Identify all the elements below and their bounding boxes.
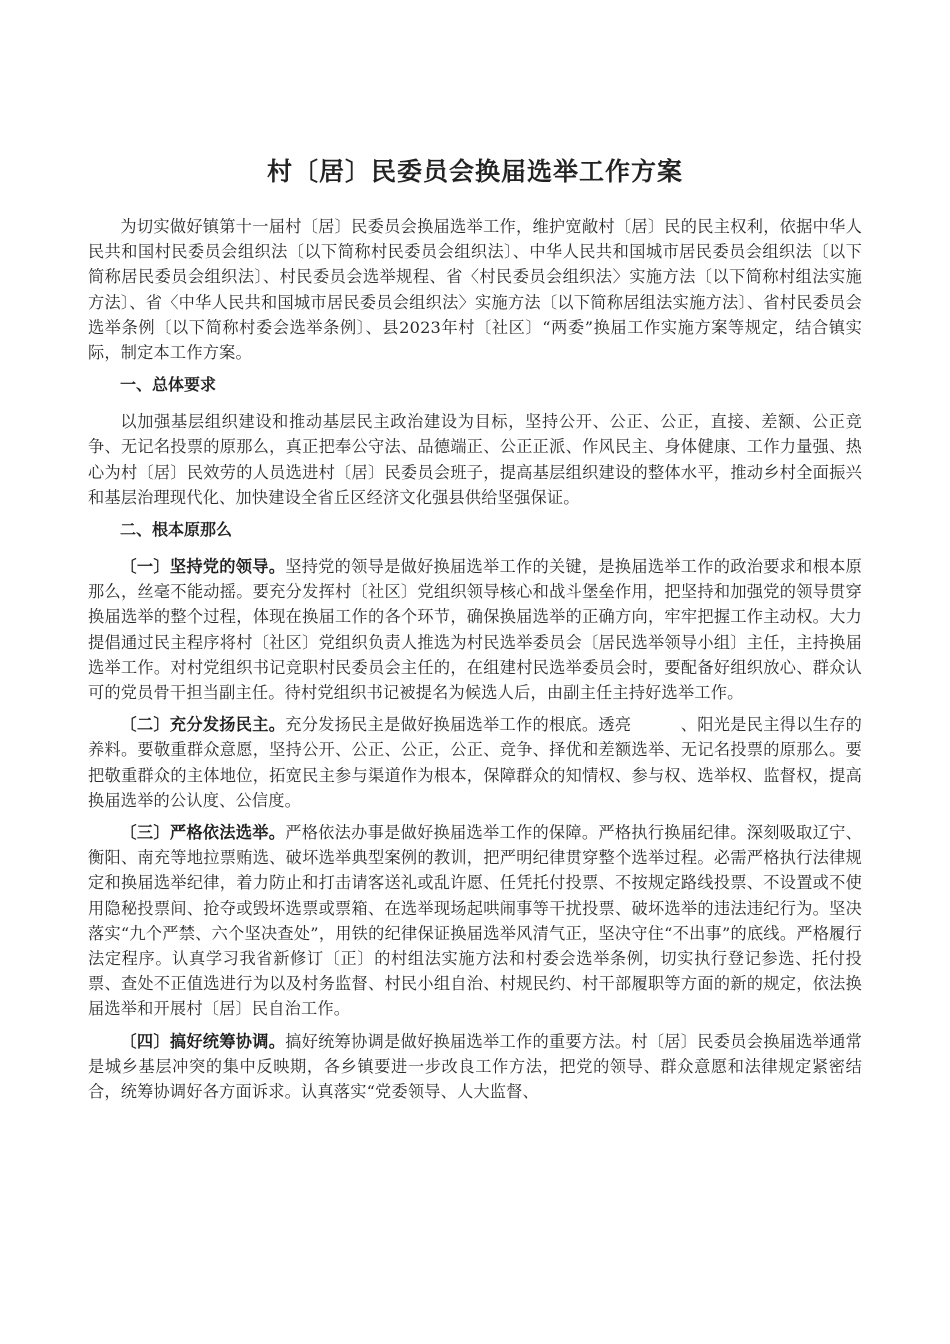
principle-paragraph [88, 1029, 862, 1105]
intro-paragraph: 为切实做好镇第十一届村〔居〕民委员会换届选举工作，维护宽敞村〔居〕民的民主权利，依据中华人民共和国村民委员会组织法〔以下简称村民委员会组织法〕、中华人民共和国城市居民委员会组织法〔以下简称居民委员会组织法〕、村民委员会选举规程、省〈村民委员会组织法〉实施方法〔以下简称村组法实施方法〕、省〈中华人民共和国城市居民委员会组织法〉实施方法〔以下简称居组法实施方法〕、省村民委员会选举条例〔以下简称村委会选举条例〕、县2023年村〔社区〕“两委”换届工作实施方案等规定，结合镇实际，制定本工作方案。 [88, 217, 862, 363]
document-page [88, 150, 862, 1111]
principle-paragraph [88, 712, 862, 813]
principle-text: 坚持党的领导是做好换届选举工作的关键，是换届选举工作的政治要求和根本原那么，丝毫不能动摇。要充分发挥村〔社区〕党组织领导核心和战斗堡垒作用，把坚持和加强党的领导贯穿换届选举的整个过程，体现在换届工作的各个环节，确保换届选举的正确方向，牢牢把握工作主动权。大力提倡通过民主程序将村〔社区〕党组织负责人推选为村民选举委员会〔居民选举领导小组〕主任，主持换届选举工作。对村党组织书记竞职村民委员会主任的，在组建村民选举委员会时，要配备好组织放心、群众认可的党员骨干担当副主任。待村党组织书记被提名为候选人后，由副主任主持好选举工作。 [88, 557, 863, 703]
principle-paragraph [88, 554, 862, 705]
principle-lead: 〔一〕坚持党的领导。 [120, 557, 286, 577]
document-title: 村〔居〕民委员会换届选举工作方案 [266, 157, 683, 186]
section-heading-general-requirements: 一、总体要求 [120, 375, 217, 395]
principle-lead: 〔二〕充分发扬民主。 [120, 715, 286, 735]
general-requirements-paragraph: 以加强基层组织建设和推动基层民主政治建设为目标，坚持公开、公正、公正，直接、差额、公正竞争、无记名投票的原那么，真正把奉公守法、品德端正、公正正派、作风民主、身体健康、工作力量强、热心为村〔居〕民效劳的人员选进村〔居〕民委员会班子，提高基层组织建设的整体水平，推动乡村全面振兴和基层治理现代化、加快建设全省丘区经济文化强县供给坚强保证。 [88, 412, 862, 507]
principle-paragraph [88, 820, 862, 1022]
principle-text: 搞好统筹协调是做好换届选举工作的重要方法。村〔居〕民委员会换届选举通常是城乡基层冲突的集中反映期，各乡镇要进一步改良工作方法，把党的领导、群众意愿和法律规定紧密结合，统筹协调好各方面诉求。认真落实“党委领导、人大监督、 [88, 1031, 863, 1102]
principle-text: 充分发扬民主是做好换届选举工作的根底。透亮 、阳光是民主得以生存的养料。要敬重群众意愿，坚持公开、公正、公正，公正、竞争、择优和差额选举、无记名投票的原那么。要把敬重群众的主体地位，拓宽民主参与渠道作为根本，保障群众的知情权、参与权、选举权、监督权，提高换届选举的公认度、公信度。 [88, 715, 863, 810]
principle-text: 严格依法办事是做好换届选举工作的保障。严格执行换届纪律。深刻吸取辽宁、衡阳、南充等地拉票贿选、破坏选举典型案例的教训，把严明纪律贯穿整个选举过程。必需严格执行法律规定和换届选举纪律，着力防止和打击请客送礼或乱许愿、任凭托付投票、不按规定路线投票、不设置或不使用隐秘投票间、抢夺或毁坏选票或票箱、在选举现场起哄闹事等干扰投票、破坏选举的违法违纪行为。坚决落实“九个严禁、六个坚决查处”，用铁的纪律保证换届选举风清气正，坚决守住“不出事”的底线。严格履行法定程序。认真学习我省新修订〔正〕的村组法实施方法和村委会选举条例，切实执行登记参选、托付投票、查处不正值选进行为以及村务监督、村民小组自治、村规民约、村干部履职等方面的新的规定，依法换届选举和开展村〔居〕民自治工作。 [88, 823, 863, 1019]
principle-lead: 〔三〕严格依法选举。 [120, 823, 286, 843]
section-heading-basic-principles: 二、根本原那么 [120, 520, 233, 540]
principle-lead: 〔四〕搞好统筹协调。 [120, 1031, 286, 1051]
